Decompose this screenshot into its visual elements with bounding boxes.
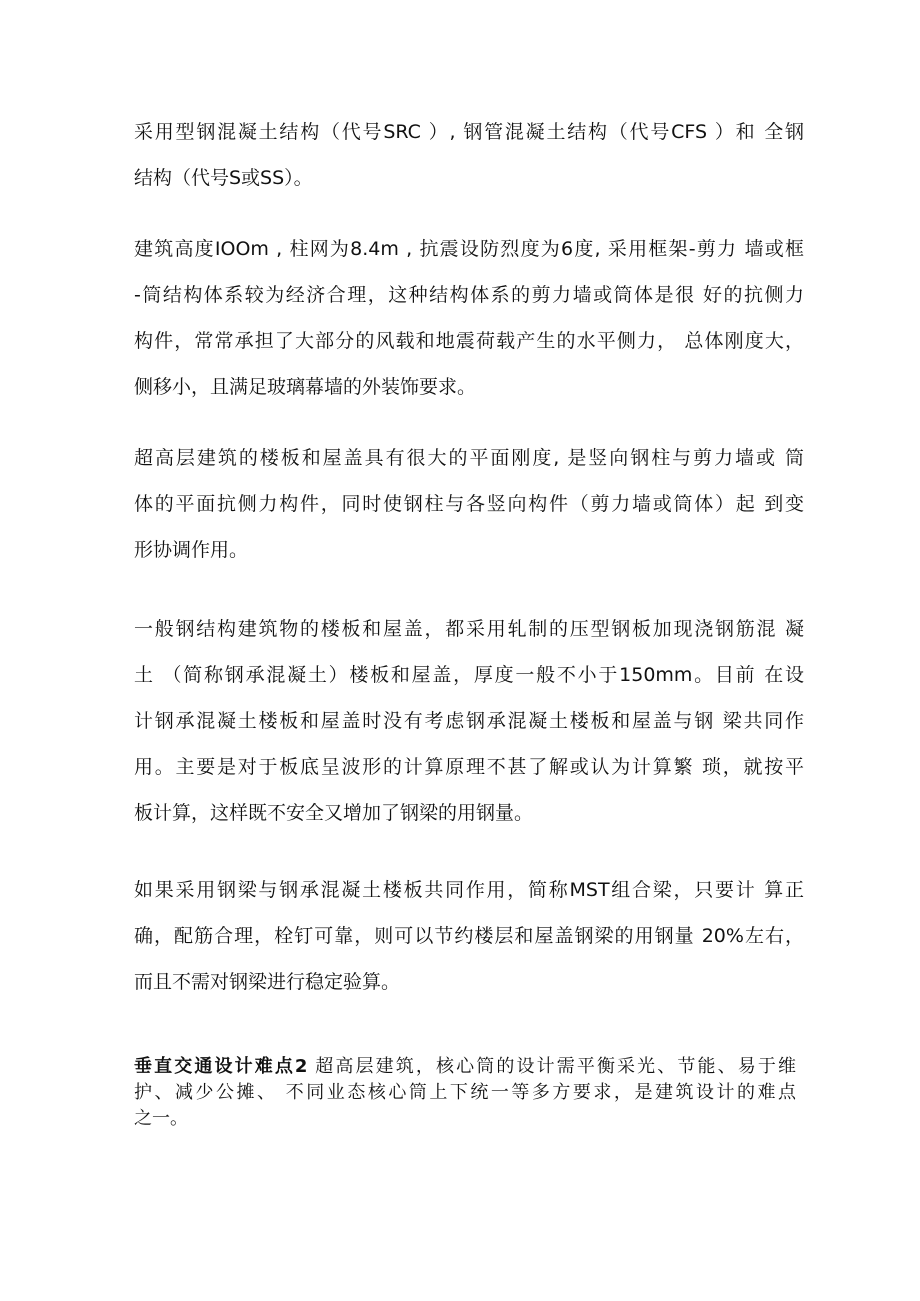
text-line: 采用型钢混凝土结构（代号SRC ）, 钢管混凝土结构（代号CFS ）和 全钢	[134, 121, 804, 143]
paragraph-building-height	[134, 226, 804, 410]
text-line: 计钢承混凝土楼板和屋盖时没有考虑钢承混凝土楼板和屋盖与钢 梁共同作	[134, 710, 804, 732]
text-line: 确，配筋合理，栓钉可靠，则可以节约楼层和屋盖钢梁的用钢量 20%左右，	[134, 925, 804, 947]
text-line: 板计算，这样既不安全又增加了钢梁的用钢量。	[134, 802, 534, 824]
text-line: -筒结构体系较为经济合理，这种结构体系的剪力墙或筒体是很 好的抗侧力	[134, 284, 804, 306]
text-line: 结构（代号S或SS）。	[134, 167, 313, 189]
paragraph-composite-beam	[134, 867, 804, 1005]
paragraph-floor-stiffness	[134, 435, 804, 573]
paragraph-steel-deck-slab	[134, 606, 804, 836]
section-heading: 垂直交通设计难点2	[134, 1056, 308, 1077]
section-vertical-traffic	[134, 1054, 796, 1132]
section-text: 超高层建筑，核心筒的设计需平衡采光、节能、易于维	[307, 1056, 796, 1077]
paragraph-structure-types	[134, 109, 804, 201]
text-line: 体的平面抗侧力构件，同时使钢柱与各竖向构件（剪力墙或筒体）起 到变	[134, 493, 804, 515]
text-line: 之一。	[134, 1108, 188, 1129]
text-line	[134, 1054, 796, 1080]
text-line: 而且不需对钢梁进行稳定验算。	[134, 971, 401, 993]
text-line: 用。主要是对于板底呈波形的计算原理不甚了解或认为计算繁 琐，就按平	[134, 756, 804, 778]
text-line: 形协调作用。	[134, 539, 249, 561]
text-line: 土 （简称钢承混凝土）楼板和屋盖，厚度一般不小于150mm。目前 在设	[134, 664, 804, 686]
text-line: 一般钢结构建筑物的楼板和屋盖，都采用轧制的压型钢板加现浇钢筋混 凝	[134, 618, 804, 640]
text-line: 侧移小，且满足玻璃幕墙的外装饰要求。	[134, 376, 477, 398]
text-line: 护、减少公摊、 不同业态核心筒上下统一等多方要求，是建筑设计的难点	[134, 1082, 796, 1103]
text-line: 建筑高度IOOm , 柱网为8.4m , 抗震设防烈度为6度, 采用框架-剪力 墙或框	[134, 238, 804, 260]
text-line: 构件，常常承担了大部分的风载和地震荷载产生的水平侧力， 总体刚度大，	[134, 330, 804, 352]
text-line: 超高层建筑的楼板和屋盖具有很大的平面刚度, 是竖向钢柱与剪力墙或 筒	[134, 447, 804, 469]
text-line: 如果采用钢梁与钢承混凝土楼板共同作用，简称MST组合梁，只要计 算正	[134, 879, 804, 901]
